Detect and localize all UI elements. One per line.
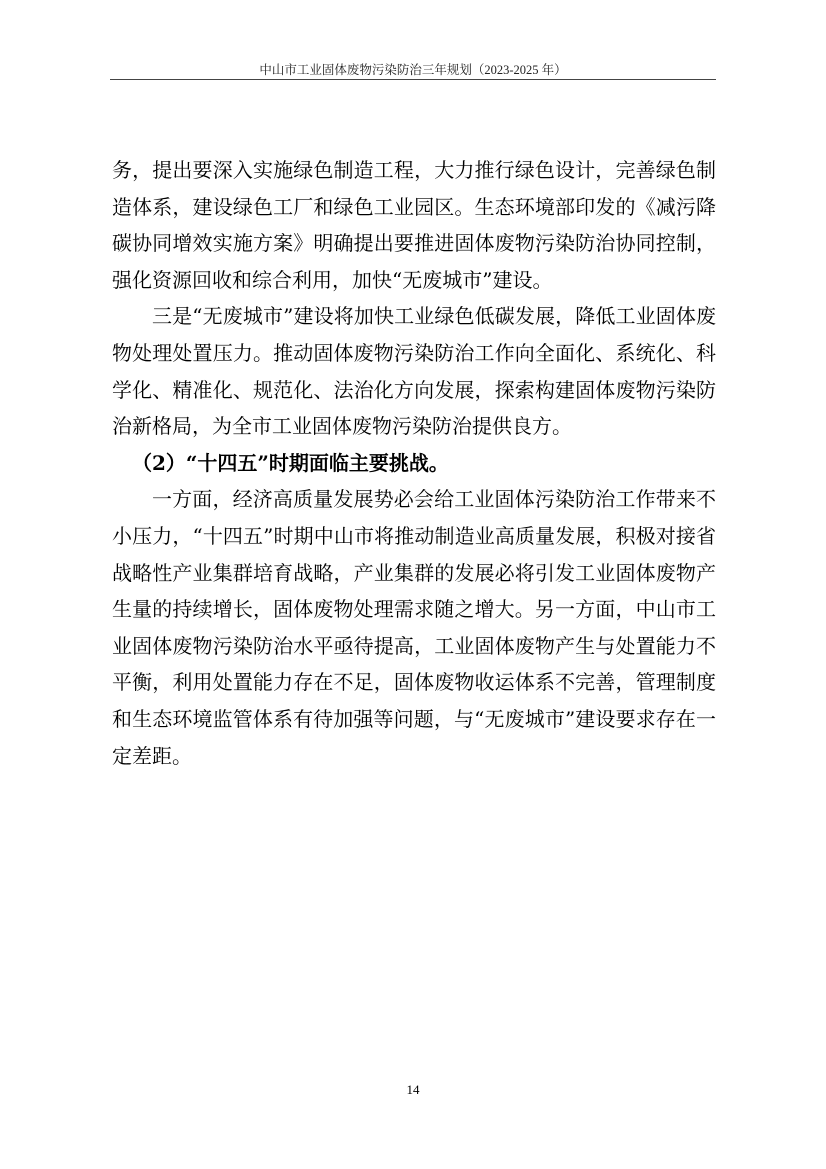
running-header: 中山市工业固体废物污染防治三年规划（2023-2025 年） — [259, 63, 567, 77]
page-number: 14 — [406, 1082, 420, 1097]
section-heading: （2）“十四五”时期面临主要挑战。 — [132, 450, 449, 475]
document-body — [112, 152, 716, 774]
paragraph-continued: 务，提出要深入实施绿色制造工程，大力推行绿色设计，完善绿色制造体系，建设绿色工厂和绿色工业园区。生态环境部印发的《减污降碳协同增效实施方案》明确提出要推进固体废物污染防治协同控制，强化资源回收和综合利用，加快“无废城市”建设。 — [112, 158, 716, 292]
paragraph-point-three: 三是“无废城市”建设将加快工业绿色低碳发展，降低工业固体废物处理处置压力。推动固体废物污染防治工作向全面化、系统化、科学化、精准化、规范化、法治化方向发展，探索构建固体废物污染防治新格局，为全市工业固体废物污染防治提供良方。 — [112, 304, 716, 439]
paragraph-challenges: 一方面，经济高质量发展势必会给工业固体污染防治工作带来不小压力，“十四五”时期中山市将推动制造业高质量发展，积极对接省战略性产业集群培育战略，产业集群的发展必将引发工业固体废物产生量的持续增长，固体废物处理需求随之增大。另一方面，中山市工业固体废物污染防治水平亟待提高，工业固体废物产生与处置能力不平衡，利用处置能力存在不足，固体废物收运体系不完善，管理制度和生态环境监管体系有待加强等问题，与“无废城市”建设要求存在一定差距。 — [112, 487, 716, 768]
header-rule — [110, 79, 716, 80]
